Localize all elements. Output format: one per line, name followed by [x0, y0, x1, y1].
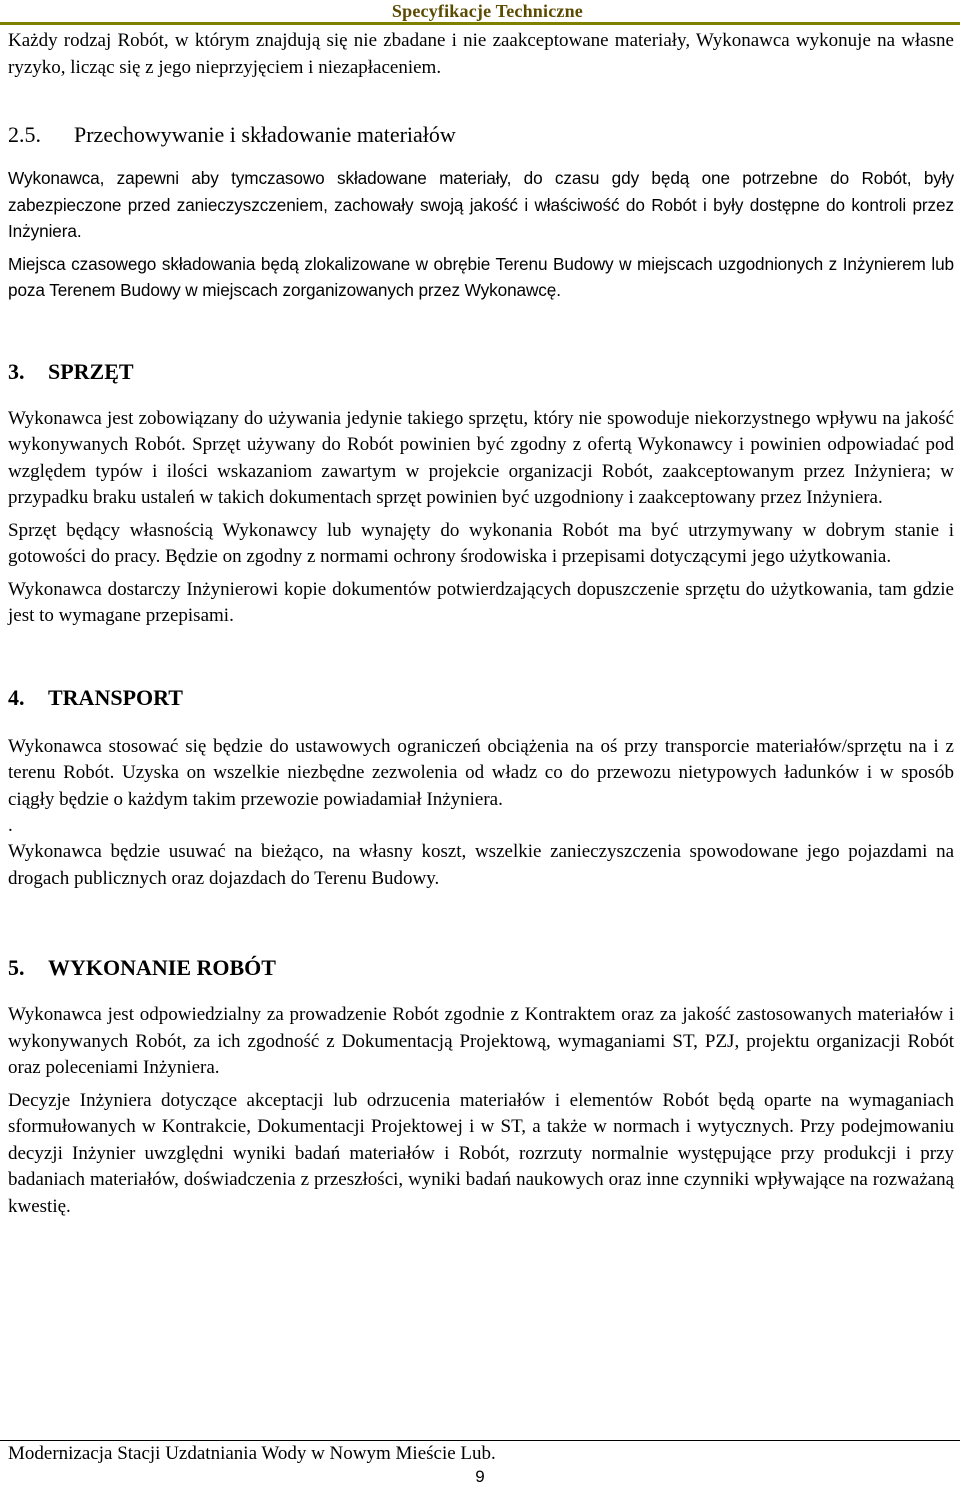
footer-text: Modernizacja Stacji Uzdatniania Wody w Nowym Mieście Lub.	[8, 1443, 496, 1464]
section-5-title: WYKONANIE ROBÓT	[48, 955, 276, 980]
section-3-paragraph-1: Wykonawca jest zobowiązany do używania jedynie takiego sprzętu, który nie spowoduje niekorzystnego wpływu na jakość wykonywanych Robót. Sprzęt używany do Robót powinien być zgodny z ofertą Wykonawcy i powinien odpowiadać pod względem typów i ilości wskazaniom zawartym w projekcie organizacji Robót, zaakceptowanym przez Inżyniera; w przypadku braku ustaleń w takich dokumentach sprzęt powinien być uzgodniony i zaakceptowany przez Inżyniera.	[8, 407, 954, 508]
section-4-paragraph-1: Wykonawca stosować się będzie do ustawowych ograniczeń obciążenia na oś przy transporcie materiałów/sprzętu na i z terenu Robót. Uzyska on wszelkie niezbędne zezwolenia od władz co do przewozu nietypowych ładunków i w sposób ciągły będzie o każdym takim przewozie powiadamiał Inżyniera.	[8, 735, 954, 810]
section-3-paragraph-3: Wykonawca dostarczy Inżynierowi kopie dokumentów potwierdzających dopuszczenie sprzętu do użytkowania, tam gdzie jest to wymagane przepisami.	[8, 578, 954, 626]
document-body	[8, 28, 954, 1220]
section-5-paragraph-2: Decyzje Inżyniera dotyczące akceptacji lub odrzucenia materiałów i elementów Robót będą oparte na wymaganiach sformułowanych w Kontrakcie, Dokumentacji Projektowej i w ST, a także w normach i wytycznych. Przy podejmowaniu decyzji Inżynier uwzględni wyniki badań materiałów i Robót, rozrzuty normalnie występujące przy produkcji i przy badaniach materiałów, doświadczenia z przeszłości, wyniki badań naukowych oraz inne czynniki wpływające na rozważaną kwestię.	[8, 1089, 954, 1217]
section-4-title: TRANSPORT	[48, 684, 183, 710]
section-4-heading	[8, 684, 954, 712]
footer-rule	[0, 1440, 960, 1441]
section-2-5-paragraph-2: Miejsca czasowego składowania będą zlokalizowane w obrębie Terenu Budowy w miejscach uzgodnionych z Inżynierem lub poza Terenem Budowy w miejscach zorganizowanych przez Wykonawcę.	[8, 253, 954, 300]
section-5-heading	[8, 954, 954, 982]
section-3-paragraph-2: Sprzęt będący własnością Wykonawcy lub wynajęty do wykonania Robót ma być utrzymywany w dobrym stanie i gotowości do pracy. Będzie on zgodny z normami ochrony środowiska i przepisami dotyczącymi jego użytkowania.	[8, 519, 954, 567]
section-4-paragraph-3: Wykonawca będzie usuwać na bieżąco, na własny koszt, wszelkie zanieczyszczenia spowodowane jego pojazdami na drogach publicznych oraz dojazdach do Terenu Budowy.	[8, 841, 954, 889]
section-4-paragraph-2: .	[8, 815, 13, 836]
section-2-5-heading	[8, 121, 954, 149]
section-4-number: 4.	[8, 684, 25, 710]
section-2-5-title: Przechowywanie i składowanie materiałów	[74, 122, 456, 147]
intro-paragraph: Każdy rodzaj Robót, w którym znajdują się nie zbadane i nie zaakceptowane materiały, Wykonawca wykonuje na własne ryzyko, licząc się z jego nieprzyjęciem i niezapłaceniem.	[8, 30, 954, 78]
page-header	[0, 0, 960, 24]
section-3-number: 3.	[8, 358, 25, 384]
page-number: 9	[475, 1467, 485, 1486]
section-2-5-paragraph-1: Wykonawca, zapewni aby tymczasowo składowane materiały, do czasu gdy będą one potrzebne do Robót, były zabezpieczone przed zanieczyszczeniem, zachowały swoją jakość i właściwość do Robót i były dostępne do kontroli przez Inżyniera.	[8, 168, 954, 241]
section-3-heading	[8, 358, 954, 386]
header-rule	[0, 22, 960, 25]
section-2-5-number: 2.5.	[8, 122, 41, 147]
section-3-title: SPRZĘT	[48, 358, 134, 384]
section-5-number: 5.	[8, 955, 25, 980]
header-title: Specyfikacje Techniczne	[391, 1, 583, 21]
section-5-paragraph-1: Wykonawca jest odpowiedzialny za prowadzenie Robót zgodnie z Kontraktem oraz za jakość zastosowanych materiałów i wykonywanych Robót, za ich zgodność z Dokumentacją Projektową, wymaganiami ST, PZJ, projektu organizacji Robót oraz poleceniami Inżyniera.	[8, 1004, 954, 1078]
